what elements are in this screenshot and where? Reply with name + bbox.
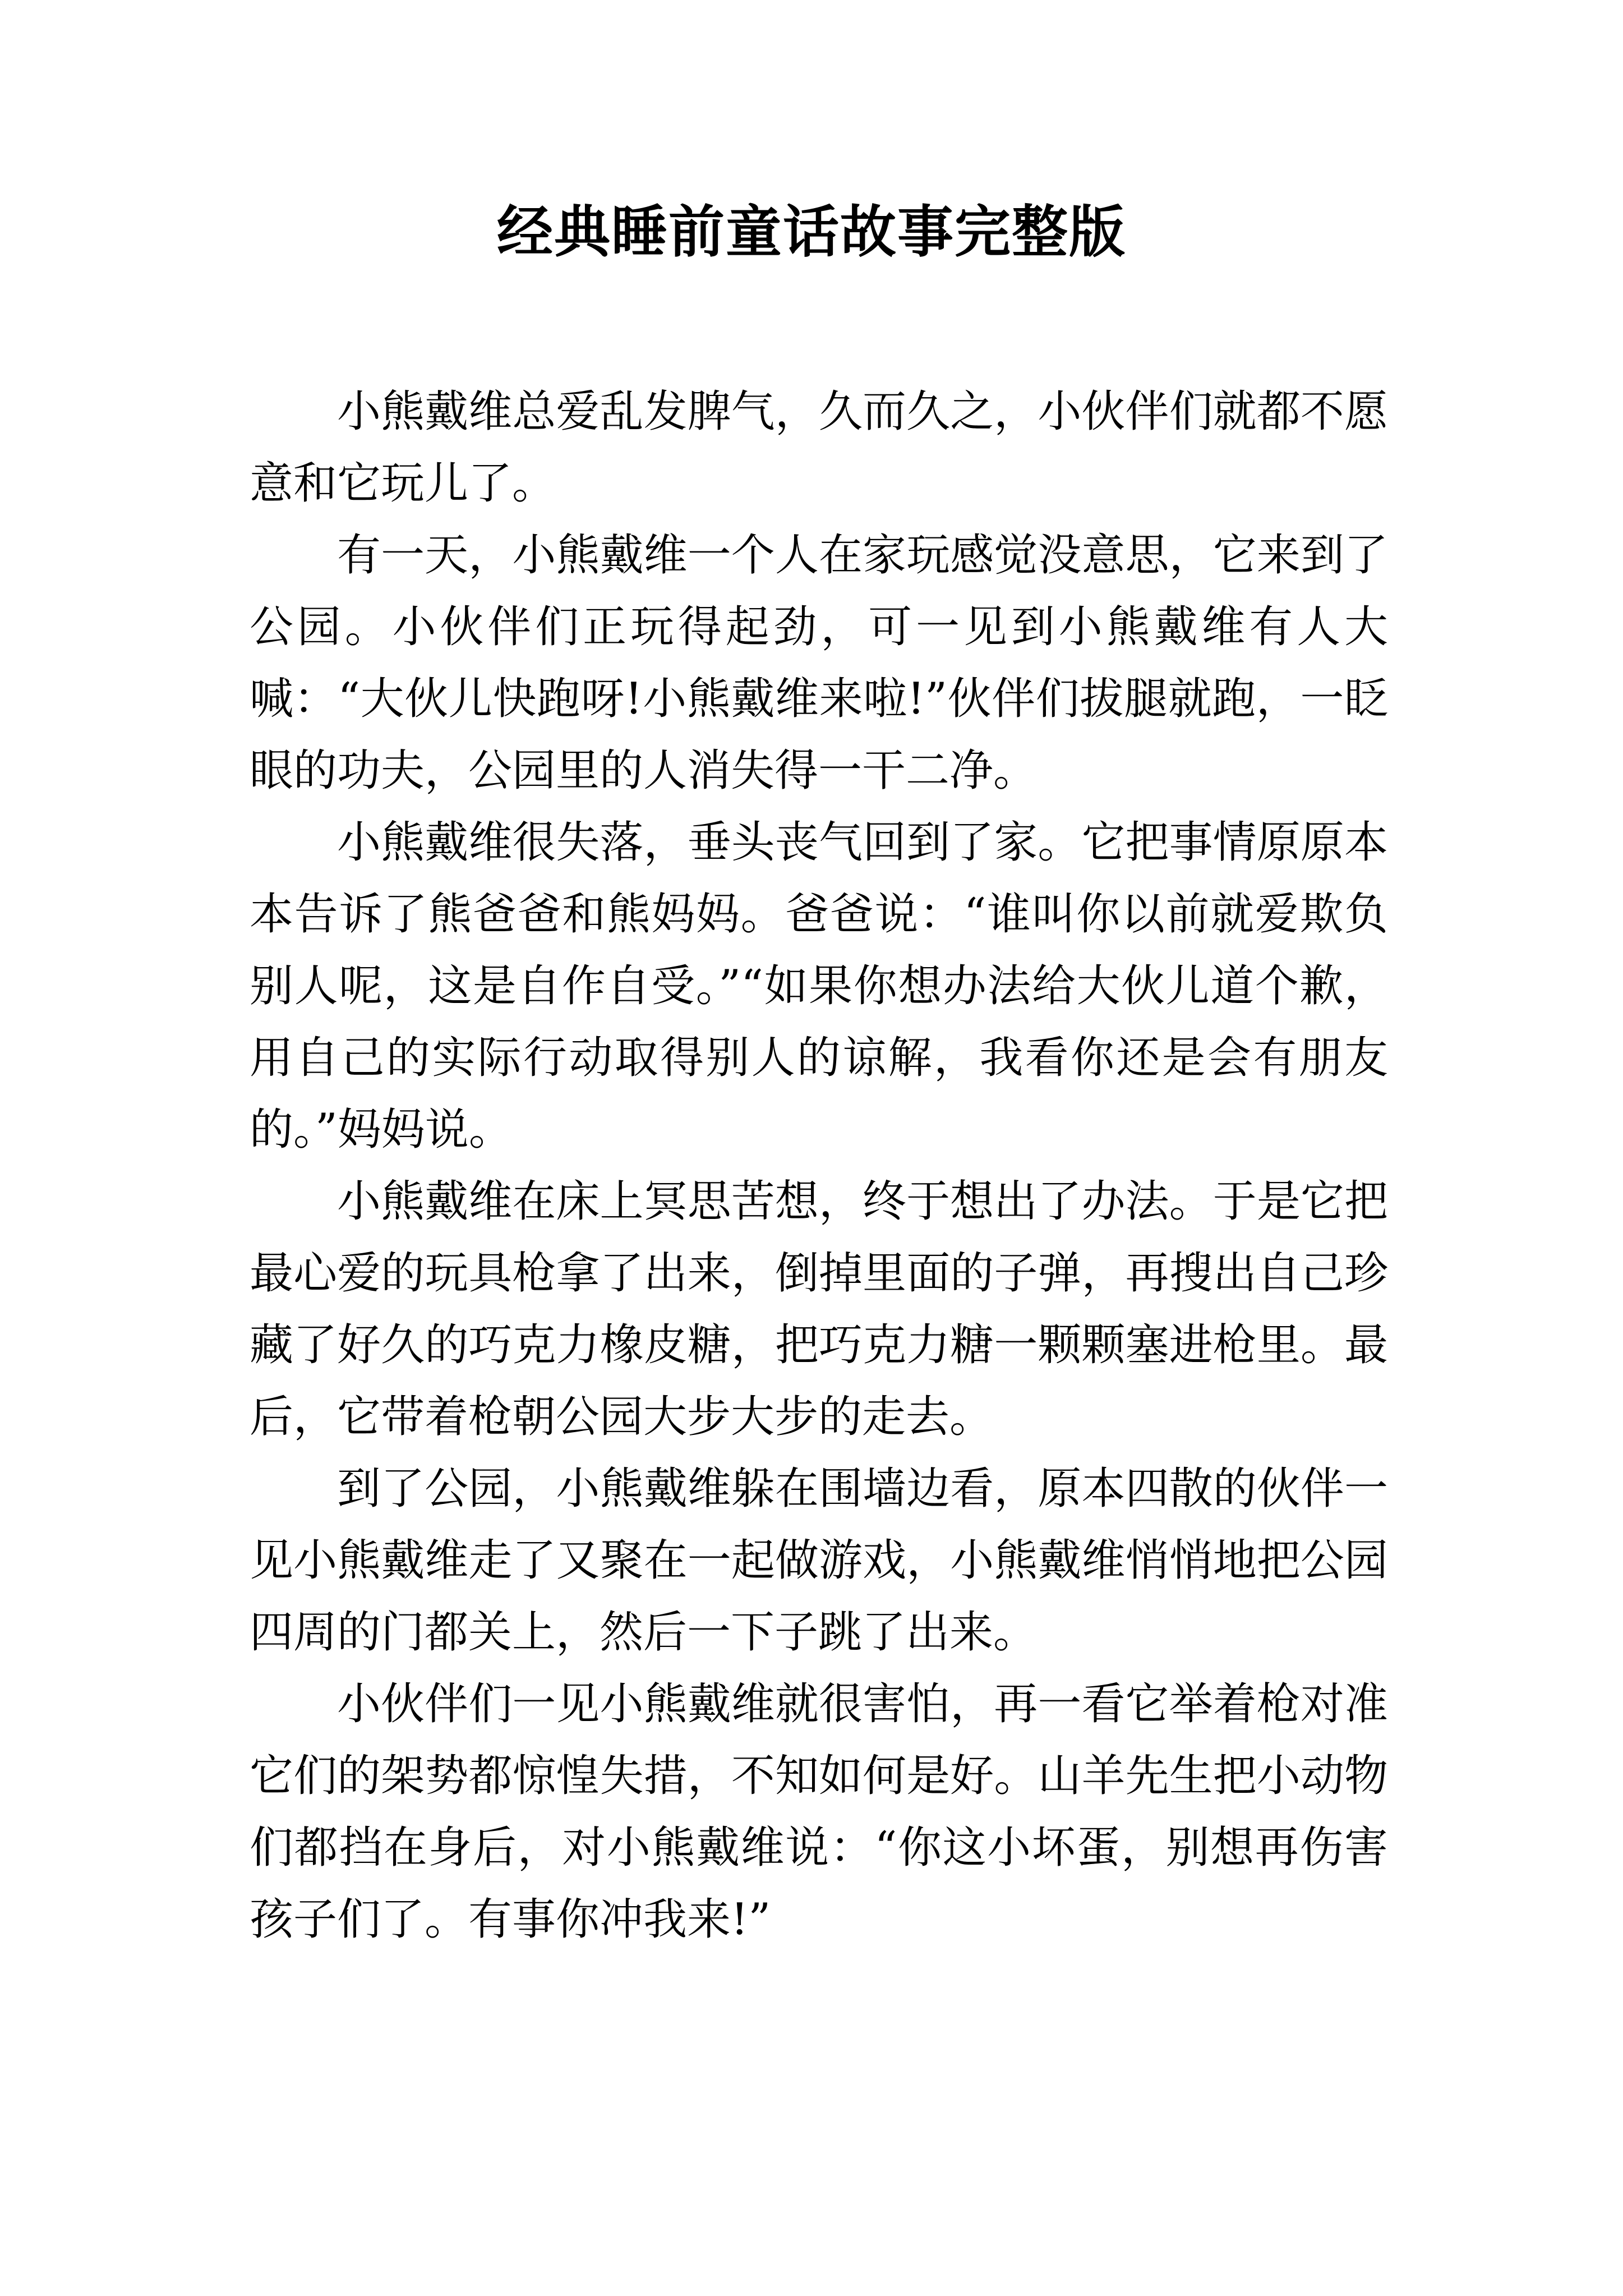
- document-body: [250, 376, 1388, 1955]
- paragraph: 小熊戴维在床上冥思苦想，终于想出了办法。于是它把最心爱的玩具枪拿了出来，倒掉里面的子弹，再搜出自己珍藏了好久的巧克力橡皮糖，把巧克力糖一颗颗塞进枪里。最后，它带着枪朝公园大步大步的走去。: [250, 1176, 1388, 1442]
- paragraph: 小熊戴维很失落，垂头丧气回到了家。它把事情原原本本告诉了熊爸爸和熊妈妈。爸爸说：“谁叫你以前就爱欺负别人呢，这是自作自受。”“如果你想办法给大伙儿道个歉，用自己的实际行动取得别人的谅解，我看你还是会有朋友的。”妈妈说。: [250, 817, 1388, 1155]
- document-title: 经典睡前童话故事完整版: [497, 199, 1126, 265]
- paragraph: 有一天，小熊戴维一个人在家玩感觉没意思，它来到了公园。小伙伴们正玩得起劲，可一见到小熊戴维有人大喊：“大伙儿快跑呀!小熊戴维来啦!”伙伴们拔腿就跑，一眨眼的功夫，公园里的人消失得一干二净。: [250, 530, 1388, 796]
- paragraph: 到了公园，小熊戴维躲在围墙边看，原本四散的伙伴一见小熊戴维走了又聚在一起做游戏，小熊戴维悄悄地把公园四周的门都关上，然后一下子跳了出来。: [250, 1464, 1388, 1658]
- paragraph: 小熊戴维总爱乱发脾气，久而久之，小伙伴们就都不愿意和它玩儿了。: [250, 386, 1388, 509]
- paragraph: 小伙伴们一见小熊戴维就很害怕，再一看它举着枪对准它们的架势都惊惶失措，不知如何是好。山羊先生把小动物们都挡在身后，对小熊戴维说：“你这小坏蛋，别想再伤害孩子们了。有事你冲我来!”: [250, 1679, 1388, 1945]
